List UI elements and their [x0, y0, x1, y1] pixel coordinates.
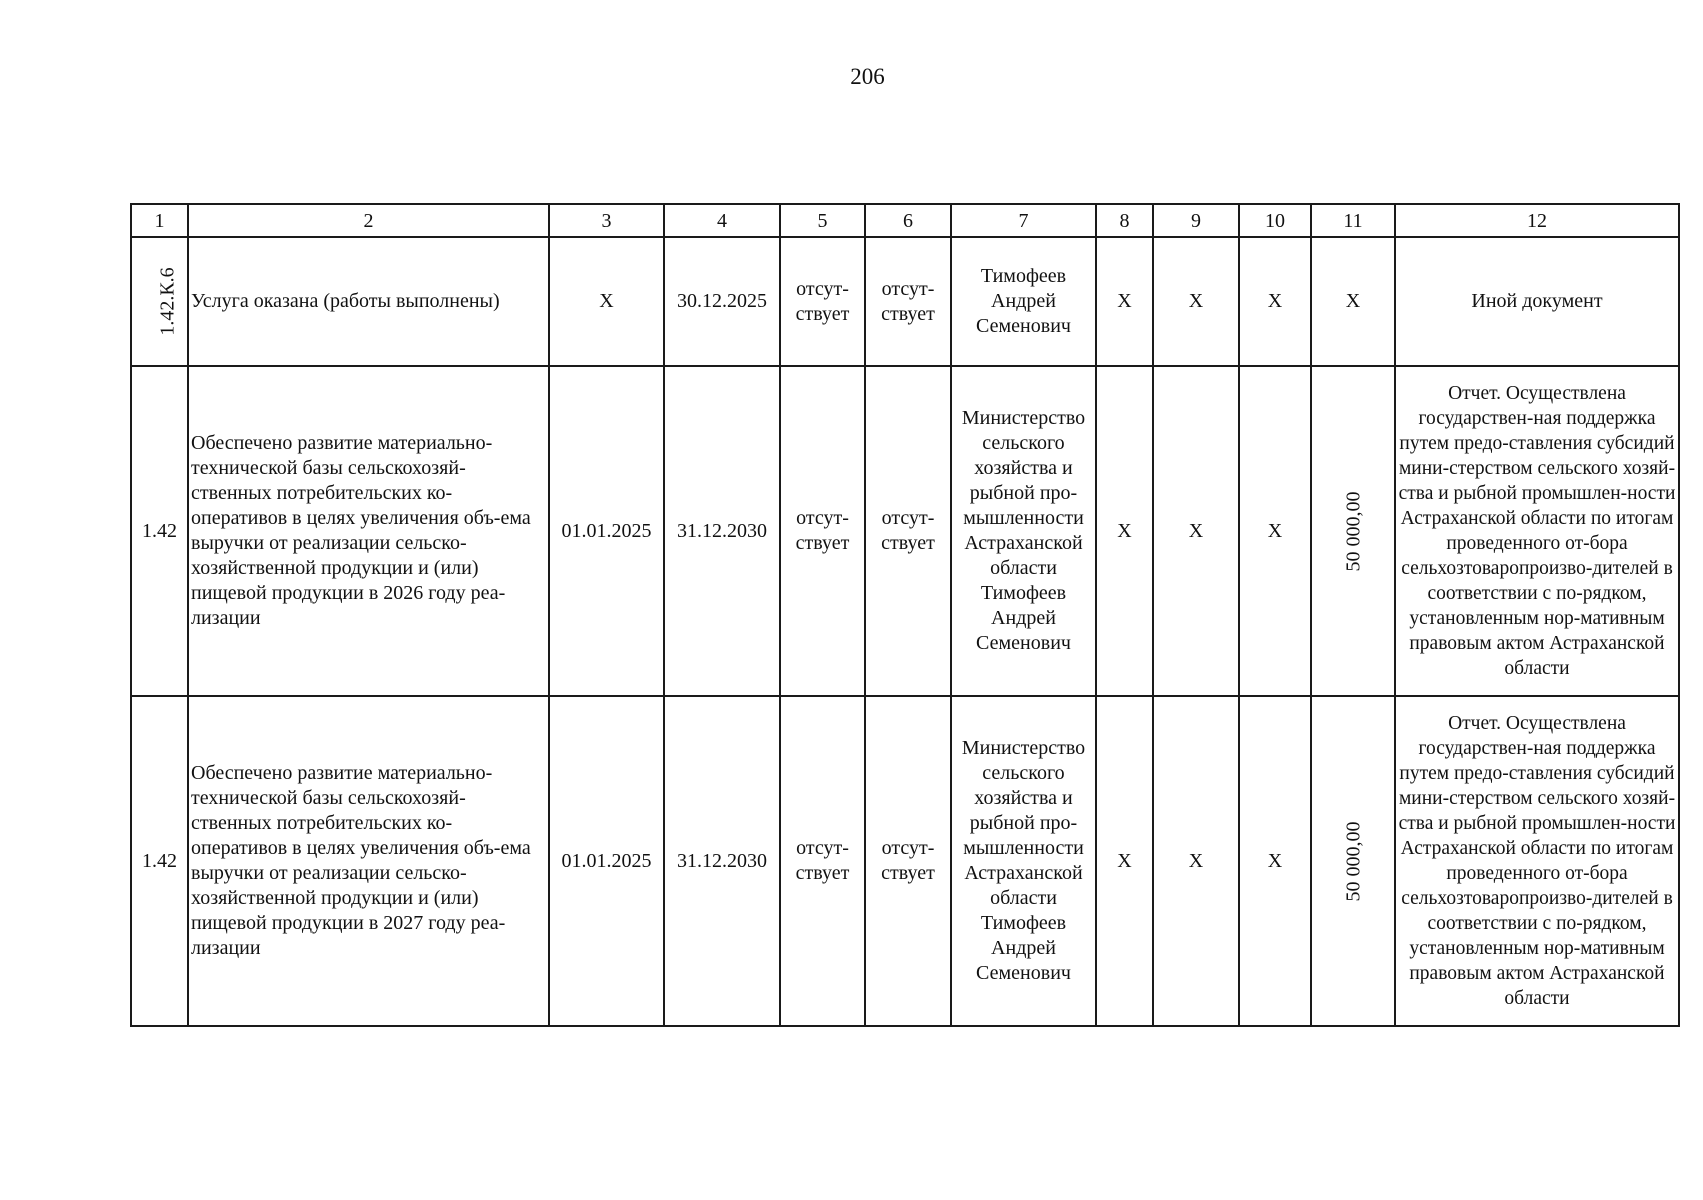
- col8-value: X: [1096, 237, 1153, 366]
- row-number: 1.42: [131, 366, 188, 696]
- header-cell: 9: [1153, 204, 1239, 237]
- col6-value: отсут-ствует: [865, 237, 951, 366]
- result-name: Обеспечено развитие материально-технической базы сельскохозяй-ственных потребительских ко-оперативов в целях увеличения объ-ема выручки от реализации сельско-хозяйственной продукции и (или) пищевой продукции в 2027 году реа-лизации: [188, 696, 549, 1026]
- table-row: [131, 366, 1679, 696]
- end-date: 31.12.2030: [664, 366, 780, 696]
- document-type: Отчет. Осуществлена государствен-ная поддержка путем предо-ставления субсидий мини-стерством сельского хозяй-ства и рыбной промышлен-ности Астраханской области по итогам проведенного от-бора сельхозтоваропроизво-дителей в соответствии с по-рядком, установленным нор-мативным правовым актом Астраханской области: [1395, 366, 1679, 696]
- start-date: 01.01.2025: [549, 696, 664, 1026]
- header-cell: 1: [131, 204, 188, 237]
- col6-value: отсут-ствует: [865, 366, 951, 696]
- header-cell: 7: [951, 204, 1096, 237]
- header-cell: 8: [1096, 204, 1153, 237]
- amount-text: 50 000,00: [1342, 491, 1365, 571]
- header-cell: 6: [865, 204, 951, 237]
- header-cell: 11: [1311, 204, 1395, 237]
- col9-value: X: [1153, 366, 1239, 696]
- end-date: 30.12.2025: [664, 237, 780, 366]
- register-table: [130, 203, 1680, 1027]
- header-row: [131, 204, 1679, 237]
- responsible: Тимофеев Андрей Семенович: [951, 237, 1096, 366]
- header-cell: 2: [188, 204, 549, 237]
- amount: X: [1311, 237, 1395, 366]
- col10-value: X: [1239, 237, 1311, 366]
- table-row: [131, 237, 1679, 366]
- amount: [1311, 696, 1395, 1026]
- header-cell: 4: [664, 204, 780, 237]
- start-date: X: [549, 237, 664, 366]
- header-cell: 12: [1395, 204, 1679, 237]
- result-name: Услуга оказана (работы выполнены): [188, 237, 549, 366]
- row-number: [131, 237, 188, 366]
- header-cell: 5: [780, 204, 865, 237]
- col8-value: X: [1096, 696, 1153, 1026]
- document-type: Отчет. Осуществлена государствен-ная поддержка путем предо-ставления субсидий мини-стерством сельского хозяй-ства и рыбной промышлен-ности Астраханской области по итогам проведенного от-бора сельхозтоваропроизво-дителей в соответствии с по-рядком, установленным нор-мативным правовым актом Астраханской области: [1395, 696, 1679, 1026]
- row-number-text: 1.42.К.6: [156, 267, 179, 336]
- header-cell: 3: [549, 204, 664, 237]
- col5-value: отсут-ствует: [780, 696, 865, 1026]
- result-name: Обеспечено развитие материально-технической базы сельскохозяй-ственных потребительских ко-оперативов в целях увеличения объ-ема выручки от реализации сельско-хозяйственной продукции и (или) пищевой продукции в 2026 году реа-лизации: [188, 366, 549, 696]
- responsible: Министерство сельского хозяйства и рыбной про-мышленности Астраханской области Тимофеев Андрей Семенович: [951, 366, 1096, 696]
- page-number: 206: [850, 64, 885, 89]
- col5-value: отсут-ствует: [780, 366, 865, 696]
- amount-text: 50 000,00: [1342, 821, 1365, 901]
- end-date: 31.12.2030: [664, 696, 780, 1026]
- col5-value: отсут-ствует: [780, 237, 865, 366]
- col8-value: X: [1096, 366, 1153, 696]
- col6-value: отсут-ствует: [865, 696, 951, 1026]
- col9-value: X: [1153, 696, 1239, 1026]
- amount: [1311, 366, 1395, 696]
- row-number: 1.42: [131, 696, 188, 1026]
- col9-value: X: [1153, 237, 1239, 366]
- header-cell: 10: [1239, 204, 1311, 237]
- responsible: Министерство сельского хозяйства и рыбной про-мышленности Астраханской области Тимофеев Андрей Семенович: [951, 696, 1096, 1026]
- col10-value: X: [1239, 696, 1311, 1026]
- start-date: 01.01.2025: [549, 366, 664, 696]
- document-type: Иной документ: [1395, 237, 1679, 366]
- table-row: [131, 696, 1679, 1026]
- col10-value: X: [1239, 366, 1311, 696]
